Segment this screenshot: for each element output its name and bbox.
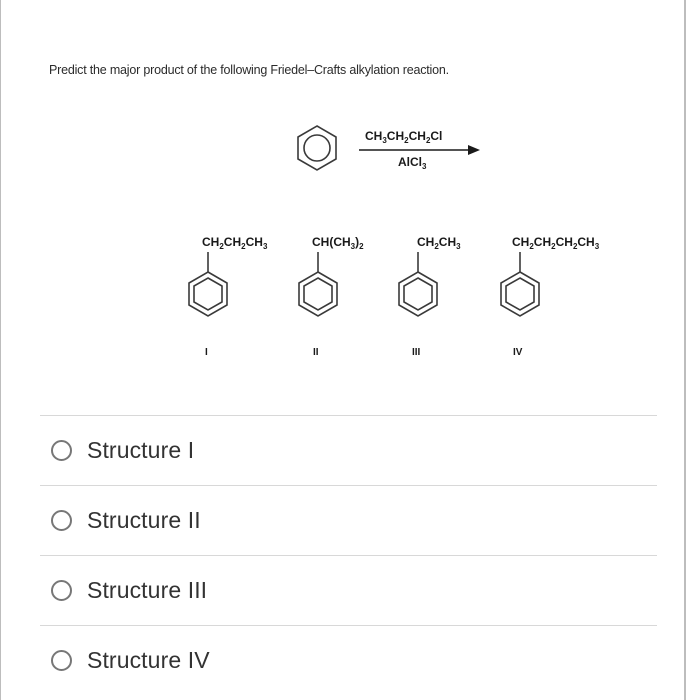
question-text: Predict the major product of the following Friedel–Crafts alkylation reaction. (49, 63, 449, 77)
structure-I (189, 235, 268, 358)
structure-III-label: $CH_2CH_3$ (417, 235, 461, 251)
radio-button[interactable] (51, 510, 72, 531)
structure-II (299, 235, 364, 358)
option-structure-iii[interactable] (40, 555, 657, 625)
option-structure-iv[interactable] (40, 625, 657, 695)
benzene-reactant (298, 126, 336, 170)
structure-I-label: $CH_2CH_2CH_3$ (202, 235, 268, 251)
numeral-IV: IV (513, 347, 523, 358)
option-label: Structure III (87, 577, 208, 603)
structure-II-label: $CH(CH_3)_2$ (312, 235, 364, 251)
radio-button[interactable] (51, 650, 72, 671)
numeral-III: III (412, 347, 421, 358)
option-structure-ii[interactable] (40, 485, 657, 555)
option-label: Structure II (87, 507, 201, 533)
structure-IV-label: $CH_2CH_2CH_2CH_3$ (512, 235, 600, 251)
radio-button[interactable] (51, 440, 72, 461)
reagent-label: $CH_3CH_2CH_2Cl$ (365, 129, 443, 145)
reaction-arrow (359, 145, 480, 155)
numeral-II: II (313, 347, 319, 358)
answer-options (40, 415, 657, 695)
radio-button[interactable] (51, 580, 72, 601)
structure-IV (501, 235, 600, 358)
option-label: Structure I (87, 437, 195, 463)
structure-III (399, 235, 461, 358)
numeral-I: I (205, 347, 208, 358)
option-structure-i[interactable] (40, 415, 657, 485)
option-label: Structure IV (87, 647, 210, 673)
catalyst-label: AlCl$_3$ (398, 155, 427, 171)
